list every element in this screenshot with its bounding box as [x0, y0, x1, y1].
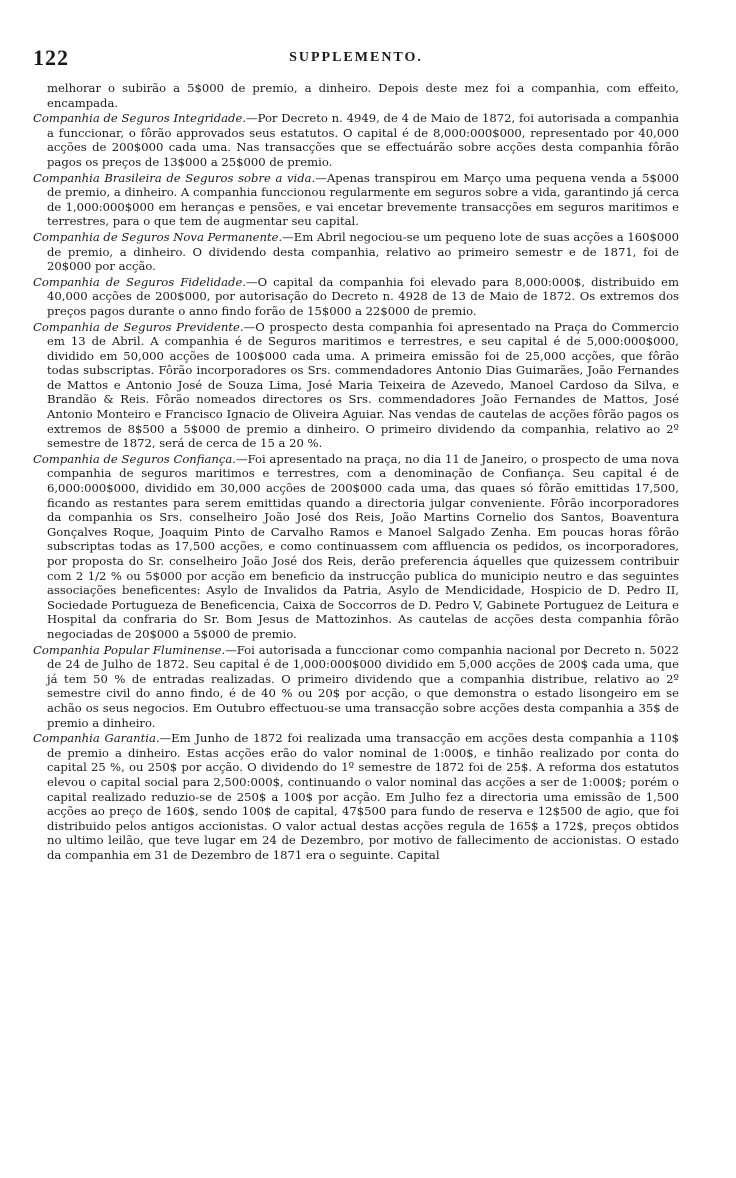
- paragraph-previdente: [33, 320, 679, 451]
- paragraph-confianca: [33, 452, 679, 642]
- page-header: [33, 45, 679, 81]
- document-page: [33, 45, 679, 863]
- paragraph-text: —Foi autorisada a funccionar como companhia nacional por Decreto n. 5022 de 24 de Julho de 1872. Seu capital é de 1,000:000$000 dividido em 5,000 acções de 200$ cada uma, que já tem 50 % de entradas realizadas. O primeiro dividendo que a companhia distribue, relativo ao 2º semestre civil do anno findo, é de 40 % ou 20$ por acção, o que demonstra o estado lisongeiro em se achão os seus negocios. Em Outubro effectuou-se uma transacção sobre acções desta companhia a 35$ de premio a dinheiro.: [47, 642, 679, 730]
- paragraph-nova-permanente: [33, 230, 679, 274]
- company-title: Companhia de Seguros Integridade.: [33, 111, 247, 126]
- paragraph-text: —Em Junho de 1872 foi realizada uma transacção em acções desta companhia a 110$ de premio a dinheiro. Estas acções erão do valor nominal de 1:000$, e tinhão realizado por conta do capital 25 %, ou 250$ por acção. O dividendo do 1º semestre de 1872 foi de 25$. A reforma dos estatutos elevou o capital social para 2,500:000$, continuando o valor nominal das acções a ser de 1:000$; porém o capital realizado reduzio-se de 250$ a 100$ por acção. Em Julho fez a directoria uma emissão de 1,500 acções ao preço de 160$, sendo 100$ de capital, 47$500 para fundo de reserva e 12$500 de agio, que foi distribuido pelos antigos accionistas. O valor actual destas acções regula de 165$ a 172$, preços obtidos no ultimo leilão, que teve lugar em 24 de Dezembro, por motivo de fallecimento de accionistas. O estado da companhia em 31 de Dezembro de 1871 era o seguinte. Capital: [47, 731, 679, 862]
- paragraph-text: melhorar o subirão a 5$000 de premio, a dinheiro. Depois deste mez foi a companhia, com effeito, encampada.: [47, 81, 679, 110]
- paragraph-brasileira: [33, 171, 679, 229]
- paragraph-text: —O prospecto desta companhia foi apresentado na Praça do Commercio em 13 de Abril. A companhia é de Seguros maritimos e terrestres, e seu capital é de 5,000:000$000, dividido em 50,000 acções de 100$000 cada uma. A primeira emissão foi de 25,000 acções, que fôrão todas subscriptas. Fôrão incorporadores os Srs. commendadores Antonio Dias Guimarães, João Fernandes de Mattos e Antonio José de Souza Lima, José Maria Teixeira de Azevedo, Manoel Cardoso da Silva, e Brandão & Reis. Fôrão nomeados directores os Srs. commendadores João Fernandes de Mattos, José Antonio Monteiro e Francisco Ignacio de Oliveira Aguiar. Nas vendas de cautelas de acções fôrão pagos os extremos de 8$500 a 5$000 de premio a dinheiro. O primeiro dividendo da companhia, relativo ao 2º semestre de 1872, será de cerca de 15 a 20 %.: [47, 319, 679, 451]
- company-title: Companhia de Seguros Fidelidade.: [33, 274, 246, 289]
- paragraph-text: —Apenas transpirou em Março uma pequena venda a 5$000 de premio, a dinheiro. A companhia funccionou regularmente em seguros sobre a vida, garantindo já cerca de 1,000:000$000 em heranças e pensões, e vai encetar brevemente transacções em seguros maritimos e terrestres, para o que tem de augmentar seu capital.: [47, 170, 679, 229]
- company-title: Companhia de Seguros Nova Permanente.: [33, 229, 283, 244]
- paragraph-text: —Foi apresentado na praça, no dia 11 de Janeiro, o prospecto de uma nova companhia de seguros maritimos e terrestres, com a denominação de Confiança. Seu capital é de 6,000:000$000, dividido em 30,000 acções de 200$000 cada uma, das quaes só fôrão emittidas 17,500, ficando as restantes para serem emittidas quando a directoria julgar conveniente. Fôrão incorporadores da companhia os Srs. conselheiro João José dos Reis, João Martins Cornelio dos Santos, Boaventura Gonçalves Roque, Joaquim Pinto de Carvalho Ramos e Manoel Salgado Zenha. Em poucas horas fôrão subscriptas todas as 17,500 acções, e como continuassem com affluencia os pedidos, os incorporadores, por proposta do Sr. conselheiro João José dos Reis, derão preferencia áquelles que quizessem contribuir com 2 1/2 % ou 5$000 por acção em beneficio da instrucção publica do municipio neutro e das seguintes associações beneficentes: Asylo de Invalidos da Patria, Asylo de Mendicidade, Hospicio de D. Pedro II, Sociedade Portugueza de Beneficencia, Caixa de Soccorros de D. Pedro V, Gabinete Portuguez de Leitura e Hospital da confraria do Sr. Bom Jesus de Mattozinhos. As cautelas de acções desta companhia fôrão negociadas de 20$000 a 5$000 de premio.: [47, 451, 679, 641]
- paragraph-continuation: [33, 81, 679, 110]
- company-title: Companhia de Seguros Previdente.: [33, 319, 244, 334]
- paragraph-fidelidade: [33, 275, 679, 319]
- company-title: Companhia Brasileira de Seguros sobre a vida.: [33, 170, 316, 185]
- running-head: SUPPLEMENTO.: [289, 50, 423, 65]
- paragraph-garantia: [33, 731, 679, 862]
- company-title: Companhia Garantia.: [33, 731, 160, 746]
- paragraph-text: —Por Decreto n. 4949, de 4 de Maio de 1872, foi autorisada a companhia a funccionar, o fôrão approvados seus estatutos. O capital é de 8,000:000$000, representado por 40,000 acções de 200$000 cada uma. Nas transacções que se effectuárão sobre acções desta companhia fôrão pagos os preços de 13$000 a 25$000 de premio.: [47, 111, 679, 169]
- paragraph-integridade: [33, 111, 679, 169]
- paragraph-text: —Em Abril negociou-se um pequeno lote de suas acções a 160$000 de premio, a dinheiro. O dividendo desta companhia, relativo ao primeiro semestr e de 1871, foi de 20$000 por acção.: [47, 229, 679, 274]
- paragraph-text: —O capital da companhia foi elevado para 8,000:000$, distribuido em 40,000 acções de 200$000, por autorisação do Decreto n. 4928 de 13 de Maio de 1872. Os extremos dos preços pagos durante o anno findo forão de 15$000 a 22$000 de premio.: [47, 274, 679, 318]
- page-number: 122: [33, 45, 69, 70]
- company-title: Companhia Popular Fluminense.: [33, 642, 226, 657]
- paragraph-popular-fluminense: [33, 643, 679, 731]
- company-title: Companhia de Seguros Confiança.: [33, 451, 236, 466]
- body-text: [33, 81, 679, 862]
